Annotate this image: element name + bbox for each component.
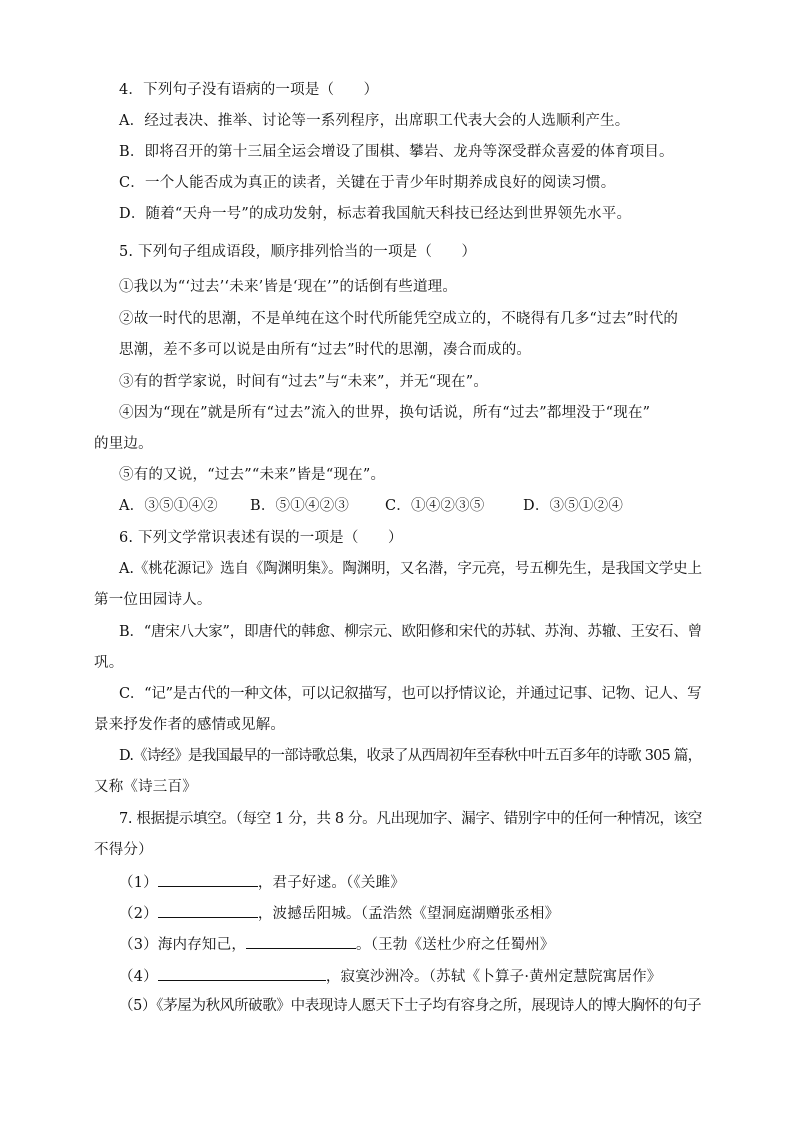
q7-item-4-blank[interactable] — [158, 965, 326, 981]
q6-option-a-line1: A.《桃花源记》选自《陶渊明集》。陶渊明，又名潜，字元亮，号五柳先生，是我国文学史上 — [119, 561, 702, 577]
q5-sentence-5: ⑤有的又说，“过去”“未来”皆是“现在”。 — [119, 467, 386, 483]
q6-option-c-line1: C．“记”是古代的一种文体，可以记叙描写，也可以抒情议论，并通过记事、记物、记人、写 — [119, 686, 702, 702]
q7-stem-line2: 不得分） — [94, 842, 153, 858]
q7-item-3-text: 。（王勃《送杜少府之任蜀州》 — [356, 937, 555, 953]
q7-item-3-blank[interactable] — [246, 933, 356, 949]
q6-option-b-line2: 巩。 — [94, 655, 124, 671]
q5-sentence-4-line2: 的里边。 — [94, 436, 153, 452]
q5-option-a: A．③⑤①④② — [119, 498, 218, 514]
q6-stem: 6. 下列文学常识表述有误的一项是（ ） — [119, 530, 403, 546]
q5-sentence-4-line1: ④因为“现在”就是所有“过去”流入的世界，换句话说，所有“过去”都埋没于“现在” — [119, 405, 651, 421]
q7-item-4-number: （4） — [119, 969, 158, 985]
q6-option-a-line2: 第一位田园诗人。 — [94, 592, 212, 608]
q7-item-2-blank[interactable] — [158, 902, 258, 918]
q6-option-b-line1: B．“唐宋八大家”，即唐代的韩愈、柳宗元、欧阳修和宋代的苏轼、苏洵、苏辙、王安石、曾 — [119, 624, 702, 640]
q7-item-1-number: （1） — [119, 875, 158, 891]
q4-stem: 4．下列句子没有语病的一项是（ ） — [119, 82, 379, 98]
q5-sentence-1: ①我以为“‘过去’‘未来’皆是‘现在’”的话倒有些道理。 — [119, 279, 458, 295]
q7-item-4-text: ，寂寞沙洲冷。（苏轼《卜算子·黄州定慧院寓居作》 — [325, 969, 662, 985]
q6-option-d-line2: 又称《诗三百》 — [94, 779, 197, 795]
q7-item-2-text: ，波撼岳阳城。（孟浩然《望洞庭湖赠张丞相》 — [257, 906, 560, 922]
q5-sentence-2-line2: 思潮，差不多可以说是由所有“过去”时代的思潮，凑合而成的。 — [119, 342, 532, 358]
q7-item-1-blank[interactable] — [158, 871, 258, 887]
q6-option-c-line2: 景来抒发作者的感情或见解。 — [94, 717, 286, 733]
q7-item-2 — [119, 902, 559, 924]
q7-item-1 — [119, 871, 405, 893]
q7-item-5: （5）《茅屋为秋风所破歌》中表现诗人愿天下士子均有容身之所，展现诗人的博大胸怀的句子 — [119, 998, 702, 1014]
q5-option-b: B．⑤①④②③ — [250, 498, 350, 514]
q4-option-a: A．经过表决、推举、讨论等一系列程序，出席职工代表大会的人选顺利产生。 — [119, 113, 630, 129]
q7-item-3 — [119, 933, 555, 955]
q5-option-d: D．③⑤①②④ — [523, 498, 624, 514]
q7-item-2-number: （2） — [119, 906, 158, 922]
q4-option-d: D．随着“天舟一号”的成功发射，标志着我国航天科技已经达到世界领先水平。 — [119, 206, 632, 222]
q7-item-4 — [119, 965, 662, 987]
q5-sentence-3: ③有的哲学家说，时间有“过去”与“未来”，并无“现在”。 — [119, 374, 489, 390]
q5-option-c: C．①④②③⑤ — [385, 498, 485, 514]
q5-stem: 5. 下列句子组成语段，顺序排列恰当的一项是（ ） — [119, 244, 477, 260]
q7-stem-line1: 7. 根据提示填空。（每空 1 分，共 8 分。凡出现加字、漏字、错别字中的任何一种情况，该空 — [119, 811, 702, 827]
q4-option-c: C．一个人能否成为真正的读者，关键在于青少年时期养成良好的阅读习惯。 — [119, 175, 616, 191]
q7-item-3-prefix: （3）海内存知己， — [119, 937, 247, 953]
q7-item-1-text: ，君子好逑。（《关雎》 — [257, 875, 406, 891]
q5-sentence-2-line1: ②故一时代的思潮，不是单纯在这个时代所能凭空成立的，不晓得有几多“过去”时代的 — [119, 311, 679, 327]
q4-option-b: B．即将召开的第十三届全运会增设了围棋、攀岩、龙舟等深受群众喜爱的体育项目。 — [119, 144, 674, 160]
q6-option-d-line1: D.《诗经》是我国最早的一部诗歌总集，收录了从西周初年至春秋中叶五百多年的诗歌 305 篇， — [119, 748, 702, 764]
